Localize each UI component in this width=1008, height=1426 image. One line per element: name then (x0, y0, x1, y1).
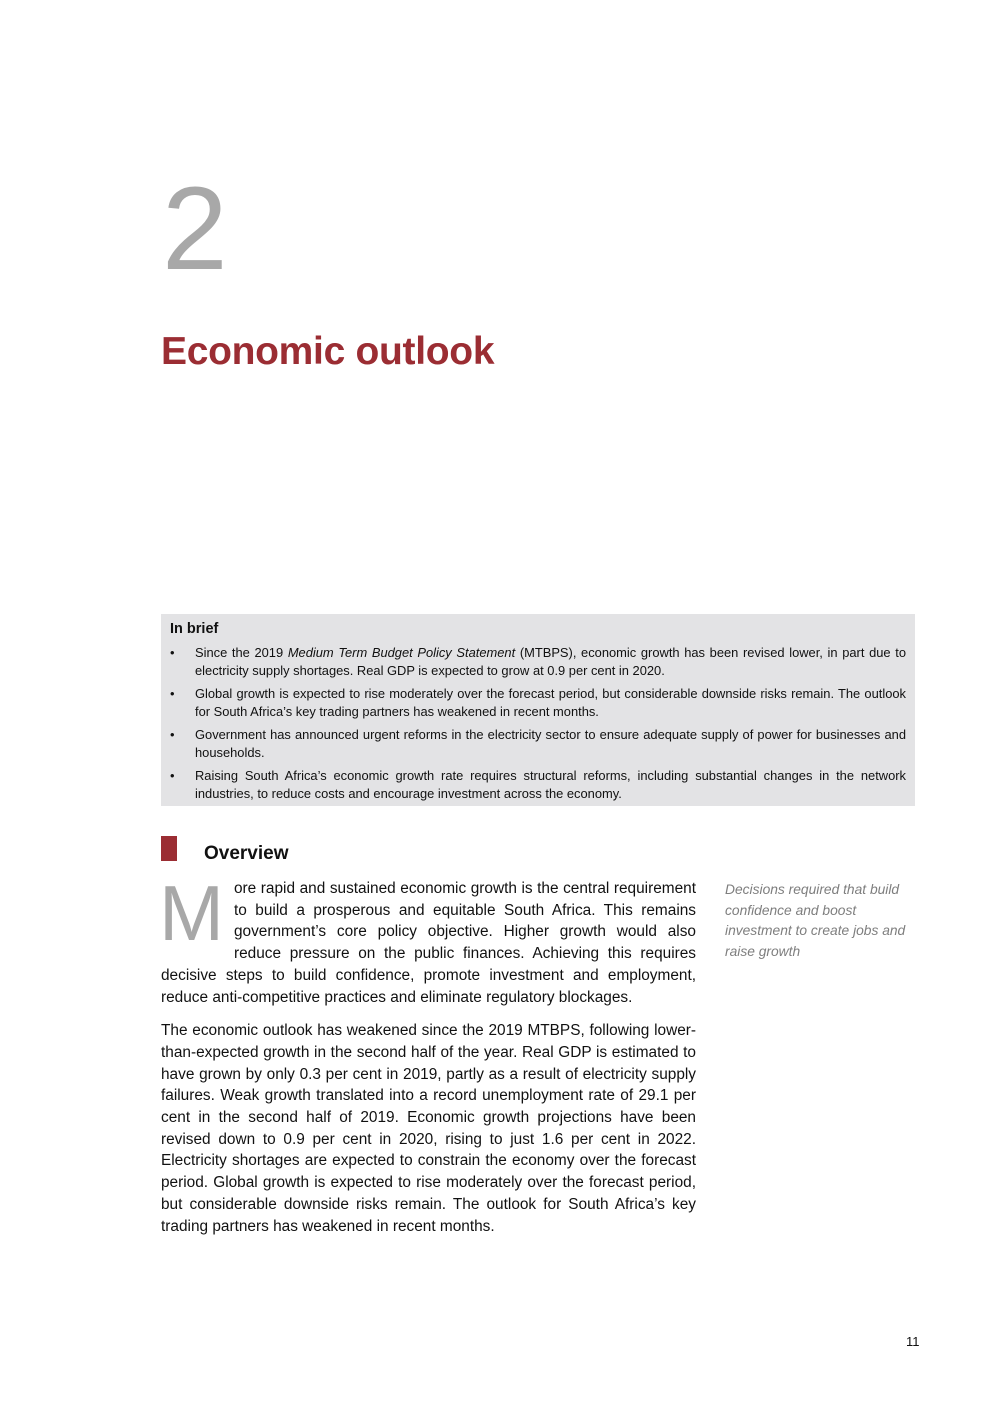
in-brief-item-text-post: (MTBPS), economic growth has been revised lower, in part due to electricity supply shortages. Real GDP is expected to grow at 0.9 per cent in 2020. (195, 645, 906, 678)
drop-cap: M (159, 869, 224, 957)
in-brief-box (161, 614, 915, 806)
in-brief-item (170, 685, 906, 721)
bullet-icon: • (170, 686, 175, 701)
in-brief-item-emphasis: Medium Term Budget Policy Statement (287, 645, 516, 660)
chapter-title: Economic outlook (161, 330, 495, 373)
in-brief-heading: In brief (170, 621, 219, 637)
bullet-icon: • (170, 727, 175, 742)
overview-body (159, 869, 696, 1249)
overview-heading: Overview (204, 843, 289, 864)
in-brief-item (170, 726, 906, 762)
in-brief-item-text-pre: Since the 2019 (195, 645, 288, 660)
margin-note: Decisions required that build confidence and boost investment to create jobs and raise growth (725, 882, 906, 959)
overview-paragraph-text: ore rapid and sustained economic growth is the central requirement to build a prosperous and equitable South Africa. This remains government’s core policy objective. Higher growth would also reduce pressure on the public finances. Achieving this requires decisive steps to build confidence, promote investment and employment, reduce anti-competitive practices and eliminate regulatory blockages. (161, 880, 696, 1006)
in-brief-list (170, 644, 906, 803)
in-brief-item (170, 767, 906, 803)
in-brief-item-text: Raising South Africa’s economic growth rate requires structural reforms, including substantial changes in the network industries, to reduce costs and encourage investment across the economy. (195, 768, 906, 801)
in-brief-item-text: Global growth is expected to rise moderately over the forecast period, but considerable downside risks remain. The outlook for South Africa’s key trading partners has weakened in recent months. (195, 686, 906, 719)
bullet-icon: • (170, 645, 175, 660)
overview-paragraph (159, 869, 696, 1008)
chapter-number: 2 (162, 163, 228, 295)
section-marker (161, 836, 177, 861)
bullet-icon: • (170, 768, 175, 783)
in-brief-item (170, 644, 906, 680)
overview-paragraph: The economic outlook has weakened since the 2019 MTBPS, following lower-than-expected growth in the second half of the year. Real GDP is estimated to have grown by only 0.3 per cent in 2019, partly as a result of electricity supply failures. Weak growth translated into a record unemployment rate of 29.1 per cent in the second half of 2019. Economic growth projections have been revised down to 0.9 per cent in 2020, rising to just 1.6 per cent in 2022. Electricity shortages are expected to constrain the economy over the forecast period. Global growth is expected to rise moderately over the forecast period, but considerable downside risks remain. The outlook for South Africa’s key trading partners has weakened in recent months. (161, 1022, 696, 1235)
in-brief-item-text: Government has announced urgent reforms in the electricity sector to ensure adequate supply of power for businesses and households. (195, 727, 906, 760)
page-number: 11 (906, 1334, 920, 1349)
